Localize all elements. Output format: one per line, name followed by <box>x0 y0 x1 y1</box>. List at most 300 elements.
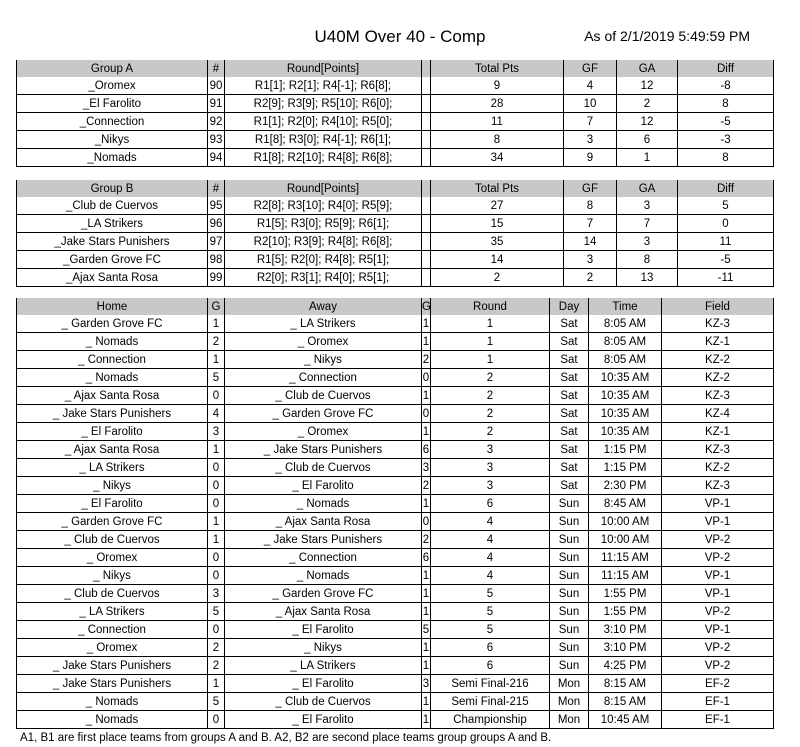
spacer-cell <box>422 269 431 287</box>
match-schedule-table <box>16 298 774 729</box>
away-team: _ Nomads <box>225 495 422 513</box>
round-points: R2[10]; R3[9]; R4[8]; R6[8]; <box>225 233 422 251</box>
time: 8:05 AM <box>589 351 662 369</box>
away-team: _ Garden Grove FC <box>225 585 422 603</box>
time: 2:30 PM <box>589 477 662 495</box>
total-pts: 9 <box>431 77 564 95</box>
standings-row <box>17 149 774 167</box>
home-team: _ Garden Grove FC <box>17 315 208 333</box>
goal-diff: -5 <box>678 251 774 269</box>
round-points: R1[8]; R2[10]; R4[8]; R6[8]; <box>225 149 422 167</box>
home-goals: 2 <box>208 333 225 351</box>
round-points: R2[0]; R3[1]; R4[0]; R5[1]; <box>225 269 422 287</box>
time: 11:15 AM <box>589 549 662 567</box>
away-goals: 6 <box>422 549 431 567</box>
team-name: _Connection <box>17 113 208 131</box>
field: EF-1 <box>662 711 774 729</box>
goal-diff: -11 <box>678 269 774 287</box>
day: Sun <box>550 639 589 657</box>
total-pts: 27 <box>431 197 564 215</box>
group-a-header-row <box>17 60 774 77</box>
schedule-row <box>17 657 774 675</box>
schedule-row <box>17 405 774 423</box>
round-points: R1[1]; R2[0]; R4[10]; R5[0]; <box>225 113 422 131</box>
day: Sat <box>550 333 589 351</box>
home-team: _ Connection <box>17 621 208 639</box>
field: KZ-4 <box>662 405 774 423</box>
home-team: _ Nomads <box>17 333 208 351</box>
time: 10:35 AM <box>589 369 662 387</box>
away-goals: 3 <box>422 459 431 477</box>
round: 3 <box>431 477 550 495</box>
footnote: A1, B1 are first place teams from groups A and B. A2, B2 are second place teams group groups A and B. <box>20 732 552 744</box>
field: EF-1 <box>662 693 774 711</box>
away-goals: 2 <box>422 531 431 549</box>
field: VP-2 <box>662 603 774 621</box>
goals-against: 6 <box>617 131 678 149</box>
round: 5 <box>431 621 550 639</box>
away-team: _ Connection <box>225 369 422 387</box>
standings-row <box>17 113 774 131</box>
schedule-row <box>17 711 774 729</box>
schedule-rows <box>17 315 774 729</box>
goals-for: 8 <box>564 197 617 215</box>
round: 6 <box>431 657 550 675</box>
goals-for: 3 <box>564 251 617 269</box>
schedule-row <box>17 423 774 441</box>
total-pts: 14 <box>431 251 564 269</box>
home-goals: 5 <box>208 693 225 711</box>
away-team: _ LA Strikers <box>225 315 422 333</box>
away-goals: 1 <box>422 315 431 333</box>
home-goals: 1 <box>208 531 225 549</box>
home-goals: 2 <box>208 639 225 657</box>
schedule-row <box>17 495 774 513</box>
home-goals: 0 <box>208 567 225 585</box>
day: Sat <box>550 351 589 369</box>
standings-row <box>17 95 774 113</box>
away-team: _ Jake Stars Punishers <box>225 531 422 549</box>
home-goals: 2 <box>208 657 225 675</box>
field: VP-2 <box>662 639 774 657</box>
time: 1:15 PM <box>589 459 662 477</box>
round-points: R1[5]; R2[0]; R4[8]; R5[1]; <box>225 251 422 269</box>
away-goals: 1 <box>422 603 431 621</box>
field: KZ-3 <box>662 477 774 495</box>
schedule-row <box>17 621 774 639</box>
total-pts-header: Total Pts <box>431 180 564 197</box>
group-a-rows <box>17 77 774 167</box>
round: 2 <box>431 369 550 387</box>
goals-against: 1 <box>617 149 678 167</box>
home-team: _ El Farolito <box>17 495 208 513</box>
away-goals: 0 <box>422 369 431 387</box>
group-b-rows <box>17 197 774 287</box>
total-pts: 28 <box>431 95 564 113</box>
field: EF-2 <box>662 675 774 693</box>
away-goals: 6 <box>422 441 431 459</box>
time: 10:35 AM <box>589 387 662 405</box>
time: 8:45 AM <box>589 495 662 513</box>
day: Sat <box>550 477 589 495</box>
home-team: _ Jake Stars Punishers <box>17 675 208 693</box>
away-team: _ Club de Cuervos <box>225 693 422 711</box>
away-team: _ El Farolito <box>225 477 422 495</box>
goals-for: 14 <box>564 233 617 251</box>
day: Sun <box>550 585 589 603</box>
team-name: _Jake Stars Punishers <box>17 233 208 251</box>
group-b-standings-table <box>16 180 774 287</box>
day: Sat <box>550 423 589 441</box>
day: Sun <box>550 567 589 585</box>
away-goals: 1 <box>422 387 431 405</box>
home-goals: 3 <box>208 423 225 441</box>
goals-for: 7 <box>564 215 617 233</box>
standings-row <box>17 131 774 149</box>
goals-against: 3 <box>617 197 678 215</box>
home-team: _ Club de Cuervos <box>17 531 208 549</box>
round: Semi Final-216 <box>431 675 550 693</box>
home-team: _ LA Strikers <box>17 459 208 477</box>
home-goals-header: G <box>208 298 225 315</box>
goals-against: 12 <box>617 113 678 131</box>
goals-against: 13 <box>617 269 678 287</box>
home-header: Home <box>17 298 208 315</box>
time: 10:35 AM <box>589 405 662 423</box>
time: 10:00 AM <box>589 531 662 549</box>
goals-against: 12 <box>617 77 678 95</box>
time: 8:15 AM <box>589 675 662 693</box>
goals-for: 4 <box>564 77 617 95</box>
away-goals-header: G <box>422 298 431 315</box>
spacer-cell <box>422 131 431 149</box>
team-name: _Nomads <box>87 151 137 164</box>
spacer-cell <box>422 95 431 113</box>
day: Sun <box>550 531 589 549</box>
team-number: 95 <box>208 197 225 215</box>
spacer-cell <box>422 233 431 251</box>
home-goals: 0 <box>208 711 225 729</box>
away-header: Away <box>225 298 422 315</box>
round: 3 <box>431 459 550 477</box>
spacer-cell <box>422 113 431 131</box>
home-team: _ Nomads <box>85 713 139 726</box>
day: Sun <box>550 549 589 567</box>
schedule-row <box>17 531 774 549</box>
field: VP-1 <box>662 567 774 585</box>
schedule-header-row <box>17 298 774 315</box>
total-pts: 2 <box>431 269 564 287</box>
schedule-row <box>17 675 774 693</box>
round: 4 <box>431 531 550 549</box>
team-number: 99 <box>208 269 225 287</box>
time: 4:25 PM <box>589 657 662 675</box>
away-goals: 0 <box>422 513 431 531</box>
team-name: _Club de Cuervos <box>17 197 208 215</box>
field: VP-1 <box>662 513 774 531</box>
goal-diff: -8 <box>678 77 774 95</box>
standings-row <box>17 197 774 215</box>
away-goals: 1 <box>422 333 431 351</box>
round-points-header: Round[Points] <box>225 180 422 197</box>
spacer-cell <box>422 251 431 269</box>
goal-diff: 11 <box>678 233 774 251</box>
team-number: 92 <box>208 113 225 131</box>
team-number: 90 <box>208 77 225 95</box>
team-number: 96 <box>208 215 225 233</box>
ga-header: GA <box>617 60 678 77</box>
diff-header: Diff <box>678 60 774 77</box>
away-goals: 1 <box>422 711 431 729</box>
schedule-row <box>17 603 774 621</box>
team-number: 91 <box>208 95 225 113</box>
away-team: _ Club de Cuervos <box>225 459 422 477</box>
home-goals: 5 <box>208 369 225 387</box>
goal-diff: 5 <box>678 197 774 215</box>
away-goals: 1 <box>422 639 431 657</box>
round: 4 <box>431 567 550 585</box>
day: Mon <box>550 693 589 711</box>
goals-for: 3 <box>564 131 617 149</box>
day: Mon <box>550 675 589 693</box>
field: KZ-1 <box>662 333 774 351</box>
standings-row <box>17 251 774 269</box>
away-goals: 3 <box>422 675 431 693</box>
away-goals: 5 <box>422 621 431 639</box>
day: Sun <box>550 621 589 639</box>
total-pts: 11 <box>431 113 564 131</box>
number-header: # <box>208 60 225 77</box>
day: Sun <box>550 495 589 513</box>
away-team: _ El Farolito <box>225 621 422 639</box>
away-goals: 1 <box>422 423 431 441</box>
standings-row <box>17 215 774 233</box>
away-team: _ Jake Stars Punishers <box>225 441 422 459</box>
home-goals: 4 <box>208 405 225 423</box>
day: Sat <box>550 441 589 459</box>
round: 1 <box>431 315 550 333</box>
home-team: _ Nomads <box>17 693 208 711</box>
team-number: 93 <box>208 131 225 149</box>
team-name: _Oromex <box>17 77 208 95</box>
goal-diff: -3 <box>678 131 774 149</box>
day-header: Day <box>550 298 589 315</box>
round-points-header: Round[Points] <box>225 60 422 77</box>
day: Sat <box>550 405 589 423</box>
spacer-cell <box>422 149 431 167</box>
time: 1:55 PM <box>589 585 662 603</box>
home-team: _ Oromex <box>17 639 208 657</box>
home-team: _ Jake Stars Punishers <box>17 405 208 423</box>
day: Sat <box>550 459 589 477</box>
home-team: _ Garden Grove FC <box>17 513 208 531</box>
round-points: R1[1]; R2[1]; R4[-1]; R6[8]; <box>225 77 422 95</box>
home-team: _ Club de Cuervos <box>17 585 208 603</box>
time: 10:35 AM <box>589 423 662 441</box>
home-team: _ El Farolito <box>17 423 208 441</box>
spacer-cell <box>422 215 431 233</box>
home-team: _ Nikys <box>17 567 208 585</box>
round: 4 <box>431 549 550 567</box>
field: KZ-3 <box>662 387 774 405</box>
schedule-row <box>17 387 774 405</box>
field: KZ-3 <box>662 315 774 333</box>
goals-against: 3 <box>617 233 678 251</box>
standings-row <box>17 269 774 287</box>
goals-for: 10 <box>564 95 617 113</box>
time: 1:15 PM <box>589 441 662 459</box>
group-b-name-header: Group B <box>17 180 208 197</box>
away-team: _ Oromex <box>225 333 422 351</box>
total-pts: 15 <box>431 215 564 233</box>
goals-against: 7 <box>617 215 678 233</box>
round: 6 <box>431 639 550 657</box>
round: 6 <box>431 495 550 513</box>
home-goals: 0 <box>208 477 225 495</box>
away-goals: 2 <box>422 477 431 495</box>
home-team: _ Oromex <box>17 549 208 567</box>
team-name: _Garden Grove FC <box>17 251 208 269</box>
time: 10:45 AM <box>589 711 662 729</box>
spacer-header <box>422 60 431 77</box>
group-b-header-row <box>17 180 774 197</box>
field: VP-2 <box>662 549 774 567</box>
home-goals: 1 <box>208 675 225 693</box>
away-team: _ Club de Cuervos <box>225 387 422 405</box>
away-team: _ Nikys <box>225 639 422 657</box>
field-header: Field <box>662 298 774 315</box>
away-team: _ Oromex <box>225 423 422 441</box>
time: 3:10 PM <box>589 621 662 639</box>
time: 3:10 PM <box>589 639 662 657</box>
goals-for: 2 <box>564 269 617 287</box>
team-number: 94 <box>208 149 225 167</box>
day: Sat <box>550 387 589 405</box>
home-goals: 0 <box>208 495 225 513</box>
round: 5 <box>431 603 550 621</box>
home-goals: 1 <box>208 441 225 459</box>
round: 1 <box>431 333 550 351</box>
home-goals: 0 <box>208 621 225 639</box>
away-goals: 1 <box>422 585 431 603</box>
away-team: _ El Farolito <box>225 711 422 729</box>
team-name: _Nikys <box>17 131 208 149</box>
away-team: _ Garden Grove FC <box>225 405 422 423</box>
round-header: Round <box>431 298 550 315</box>
away-team: _ Ajax Santa Rosa <box>225 513 422 531</box>
goal-diff: -5 <box>678 113 774 131</box>
home-goals: 5 <box>208 603 225 621</box>
away-goals: 1 <box>422 495 431 513</box>
home-goals: 3 <box>208 585 225 603</box>
field: KZ-2 <box>662 459 774 477</box>
schedule-row <box>17 351 774 369</box>
number-header: # <box>208 180 225 197</box>
schedule-row <box>17 567 774 585</box>
home-team: _ Nomads <box>17 369 208 387</box>
home-team: _ Connection <box>17 351 208 369</box>
field: VP-1 <box>662 585 774 603</box>
away-goals: 1 <box>422 657 431 675</box>
goals-for: 9 <box>564 149 617 167</box>
gf-header: GF <box>564 60 617 77</box>
schedule-row <box>17 585 774 603</box>
schedule-row <box>17 549 774 567</box>
round: 5 <box>431 585 550 603</box>
day: Sun <box>550 657 589 675</box>
home-team: _ Ajax Santa Rosa <box>17 441 208 459</box>
home-team: _ Nikys <box>17 477 208 495</box>
field: VP-1 <box>662 495 774 513</box>
goals-for: 7 <box>564 113 617 131</box>
goal-diff: 8 <box>678 95 774 113</box>
day: Sat <box>550 369 589 387</box>
field: KZ-2 <box>662 369 774 387</box>
round: 2 <box>431 405 550 423</box>
round: 2 <box>431 423 550 441</box>
round: 4 <box>431 513 550 531</box>
team-name: _LA Strikers <box>17 215 208 233</box>
standings-row <box>17 233 774 251</box>
home-team: _ Ajax Santa Rosa <box>17 387 208 405</box>
home-goals: 1 <box>208 513 225 531</box>
round-points: R2[8]; R3[10]; R4[0]; R5[9]; <box>225 197 422 215</box>
total-pts: 34 <box>431 149 564 167</box>
goal-diff: 0 <box>678 215 774 233</box>
away-team: _ Nomads <box>225 567 422 585</box>
spacer-cell <box>422 197 431 215</box>
time: 8:05 AM <box>589 333 662 351</box>
field: KZ-1 <box>662 423 774 441</box>
home-team: _ Jake Stars Punishers <box>17 657 208 675</box>
round: 1 <box>431 351 550 369</box>
day: Mon <box>550 711 589 729</box>
schedule-row <box>17 369 774 387</box>
away-goals: 1 <box>422 567 431 585</box>
round: Semi Final-215 <box>431 693 550 711</box>
group-a-standings-table <box>16 60 774 167</box>
diff-header: Diff <box>678 180 774 197</box>
home-goals: 0 <box>208 549 225 567</box>
spacer-cell <box>422 77 431 95</box>
away-team: _ Connection <box>225 549 422 567</box>
round-points: R1[5]; R3[0]; R5[9]; R6[1]; <box>225 215 422 233</box>
ga-header: GA <box>617 180 678 197</box>
schedule-row <box>17 639 774 657</box>
away-team: _ Nikys <box>225 351 422 369</box>
report-title: U40M Over 40 - Comp <box>314 27 486 46</box>
round-points: R1[8]; R3[0]; R4[-1]; R6[1]; <box>225 131 422 149</box>
home-goals: 1 <box>208 351 225 369</box>
schedule-row <box>17 459 774 477</box>
team-number: 98 <box>208 251 225 269</box>
away-goals: 2 <box>422 351 431 369</box>
team-name: _El Farolito <box>17 95 208 113</box>
home-team: _ LA Strikers <box>17 603 208 621</box>
goal-diff: 8 <box>678 149 774 167</box>
spacer-header <box>422 180 431 197</box>
away-team: _ Ajax Santa Rosa <box>225 603 422 621</box>
schedule-row <box>17 441 774 459</box>
schedule-row <box>17 315 774 333</box>
round: 2 <box>431 387 550 405</box>
group-a-name-header: Group A <box>17 60 208 77</box>
time: 8:05 AM <box>589 315 662 333</box>
away-goals: 0 <box>422 405 431 423</box>
total-pts: 35 <box>431 233 564 251</box>
round: Championship <box>431 711 550 729</box>
field: KZ-2 <box>662 351 774 369</box>
